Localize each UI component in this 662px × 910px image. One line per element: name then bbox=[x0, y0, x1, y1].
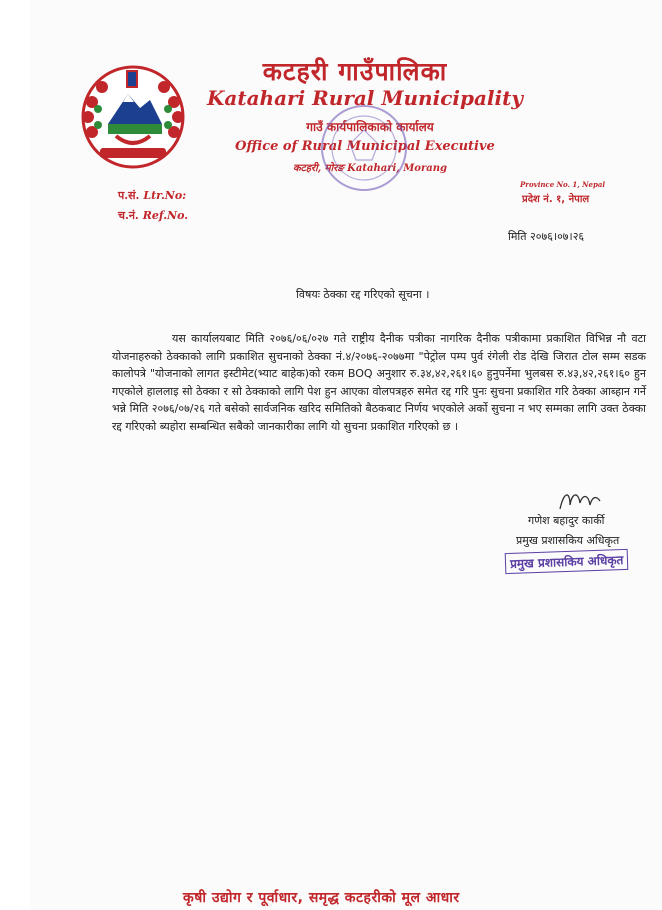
province-english: Province No. 1, Nepal bbox=[520, 180, 606, 189]
letter-subject: विषयः ठेक्का रद्द गरिएको सूचना । bbox=[296, 288, 430, 301]
office-address: कटहरी, मोरङ Katahari, Morang bbox=[293, 163, 447, 174]
reference-number-label-en: Ref.No. bbox=[142, 209, 189, 222]
signatory-name: गणेश बहादुर कार्की bbox=[528, 514, 605, 527]
reference-number-label-np: च.नं. bbox=[118, 209, 139, 222]
footer-slogan: कृषी उद्योग र पूर्वाधार, समृद्ध कटहरीको मूल आधार bbox=[183, 890, 460, 906]
reference-number-row bbox=[118, 208, 188, 223]
office-seal-icon bbox=[316, 100, 412, 196]
designation-stamp: प्रमुख प्रशासकिय अधिकृत bbox=[505, 549, 629, 574]
municipality-name-nepali: कटहरी गाउँपालिका bbox=[262, 57, 448, 86]
handwritten-signature-icon bbox=[556, 487, 602, 515]
letter-body bbox=[112, 330, 646, 435]
letter-number-label-np: प.सं. bbox=[118, 189, 140, 202]
letter-date: मिति २०७६।०७।२६ bbox=[508, 230, 585, 243]
municipality-name-english: Katahari Rural Municipality bbox=[207, 86, 523, 110]
letter-number-row bbox=[118, 188, 186, 203]
letter-number-label-en: Ltr.No: bbox=[143, 189, 187, 202]
province-nepali: प्रदेश नं. १, नेपाल bbox=[522, 194, 590, 205]
nepal-emblem-icon bbox=[78, 62, 188, 172]
signatory-title: प्रमुख प्रशासकिय अधिकृत bbox=[516, 534, 620, 547]
office-name-nepali: गाउँ कार्यपालिकाको कार्यालय bbox=[306, 120, 434, 134]
body-paragraph: यस कार्यालयबाट मिति २०७६/०६/०२७ गते राष्ट्रीय दैनीक पत्रीका नागरिक दैनीक पत्रीकामा प्रकाशित विभिन्न नौ वटा योजनाहरुको ठेक्काको लागि प्रकाशित सुचनाको ठेक्का नं.४/२०७६-२०७७मा "पेट्रोल पम्प पुर्व रंगेली रोड देखि जिरात टोल सम्म सडक कालोपत्रे "योजनाको लागत इस्टीमेट(भ्याट बाहेक)को रकम BOQ अनुशार रु.३४,४२,२६१।६० हुनुपर्नेमा भुलबस रु.४३,४२,२६१।६० हुन गएकोले हाललाइ सो ठेक्का र सो ठेक्काको लागि पेश हुन आएका वोलपत्रहरु समेत रद्द गरि पुनः सुचना प्रकाशित गरि ठेक्का आब्हान गर्ने भन्ने मिति २०७६/०७/२६ गते बसेको सार्वजनिक खरिद समितिको बैठकबाट निर्णय भएकोले अर्को सुचना न भए सम्मका लागि उक्त ठेक्का रद्द गरिएको ब्यहोरा सम्बन्धित सबैको जानकारीका लागि यो सुचना प्रकाशित गरिएको छ । bbox=[112, 332, 646, 433]
office-name-english: Office of Rural Municipal Executive bbox=[235, 139, 495, 154]
